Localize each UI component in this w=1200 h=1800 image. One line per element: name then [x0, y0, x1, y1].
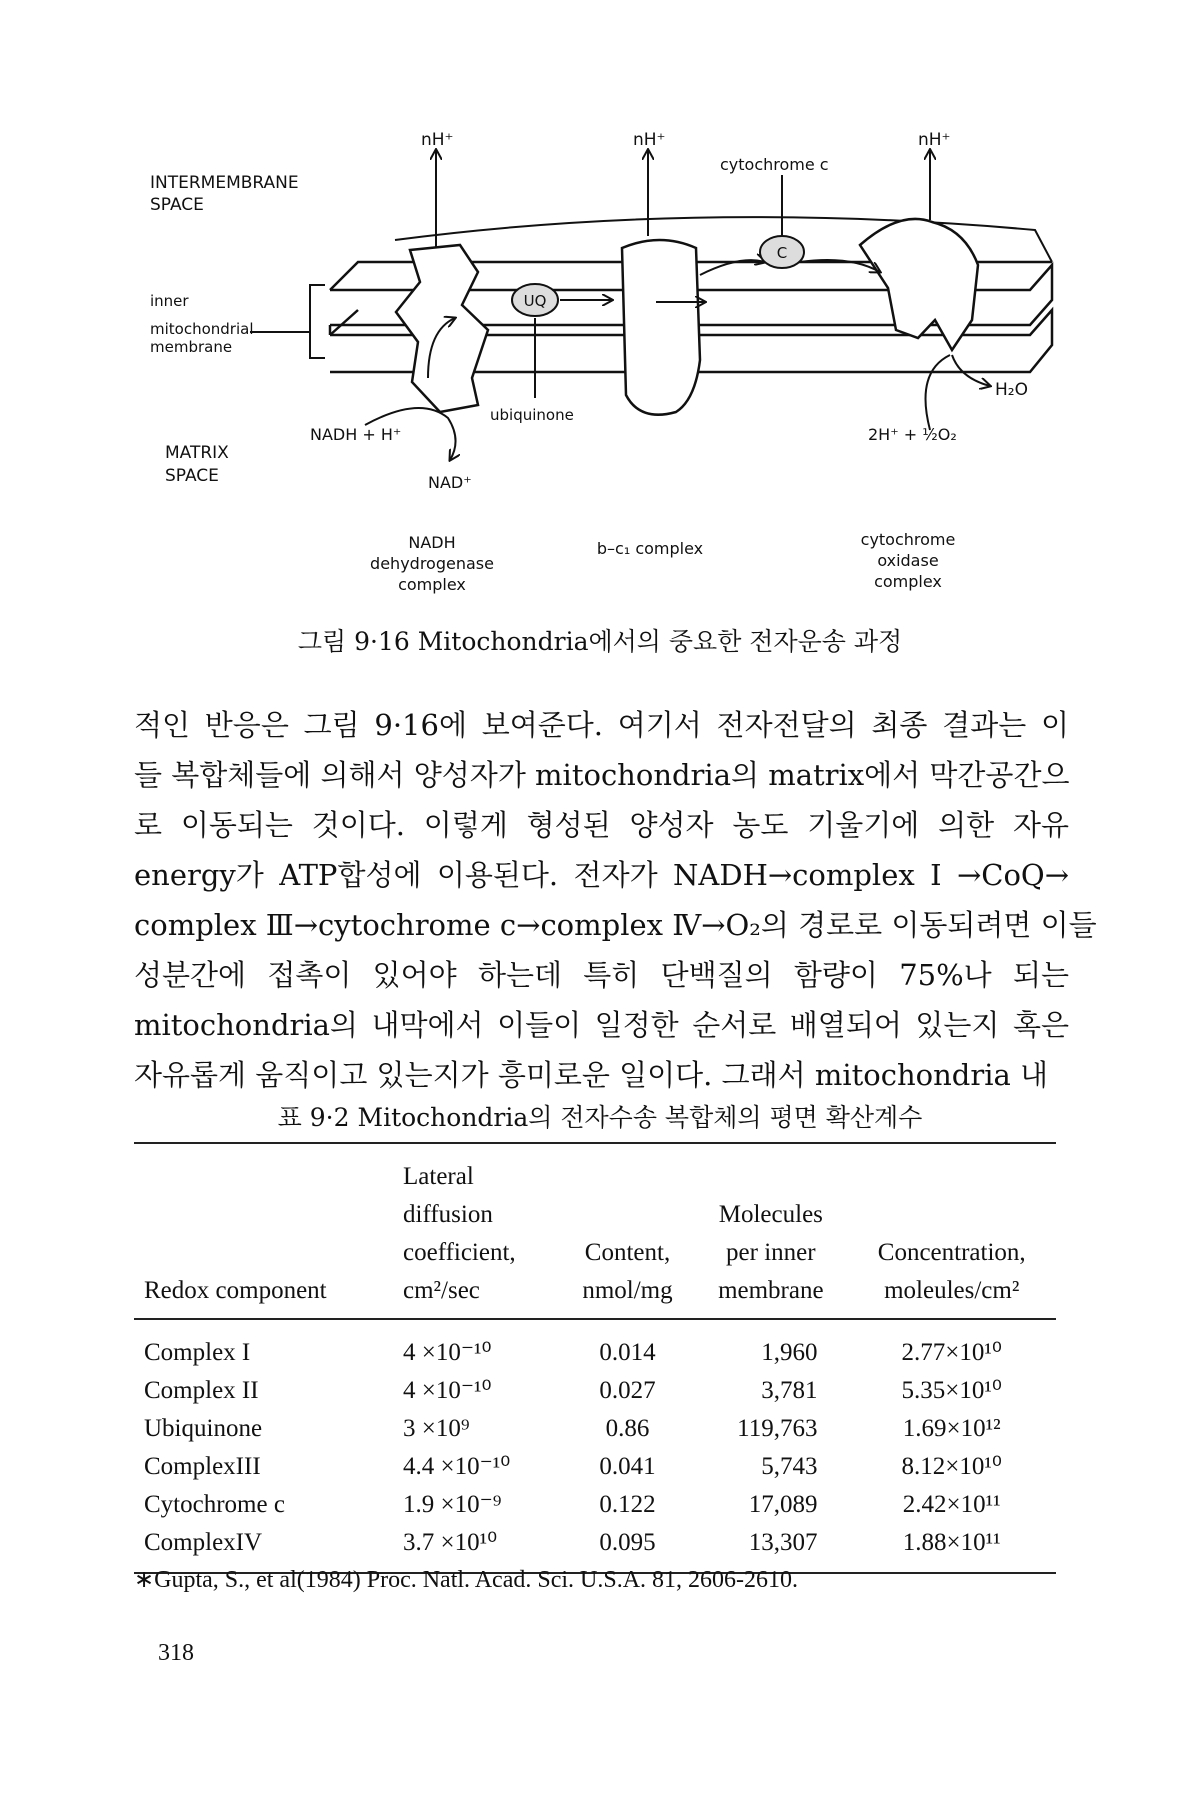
body-line: mitochondria의 내막에서 이들이 일정한 순서로 배열되어 있는지 혹은 [134, 1008, 1069, 1042]
label-cytochrome-c: cytochrome c [720, 155, 829, 174]
cell-component: ComplexIII [144, 1453, 261, 1480]
page-number: 318 [158, 1640, 194, 1666]
complex-name-nadh-3: complex [398, 575, 466, 594]
cell-molecules: 3,781 [761, 1377, 818, 1404]
body-line: 로 이동되는 것이다. 이렇게 형성된 양성자 농도 기울기에 의한 자유 [134, 808, 1069, 842]
cell-concentration: 8.12×10¹⁰ [901, 1453, 1002, 1480]
label-nh-2: nH⁺ [633, 130, 666, 150]
diffusion-table [134, 1142, 1056, 1574]
cell-diffusion: 4 ×10⁻¹⁰ [403, 1377, 492, 1404]
cytochrome-c-symbol: C [776, 244, 788, 262]
cell-diffusion: 3 ×10⁹ [403, 1415, 470, 1442]
cell-content: 0.027 [599, 1377, 656, 1404]
ubiquinone-symbol: UQ [523, 292, 547, 310]
table-caption: 표 9·2 Mitochondria의 전자수송 복합체의 평면 확산계수 [277, 1103, 923, 1132]
label-inner-3: membrane [150, 338, 233, 356]
cell-component: Complex II [144, 1377, 259, 1404]
body-line: 들 복합체들에 의해서 양성자가 mitochondria의 matrix에서 막간공간으 [134, 758, 1070, 792]
complex-name-cox-2: oxidase [877, 551, 939, 570]
label-inner-2: mitochondrial [150, 320, 254, 338]
header-molecules: Molecules per inner membrane [718, 1201, 824, 1304]
header-concentration: Concentration, moleules/cm² [877, 1239, 1026, 1304]
header-redox-component: Redox component [144, 1277, 327, 1304]
cell-content: 0.041 [599, 1453, 656, 1480]
header-content: Content, nmol/mg [582, 1239, 673, 1304]
label-ubiquinone: ubiquinone [490, 406, 574, 424]
cell-molecules: 13,307 [748, 1529, 818, 1556]
label-nadh-h: NADH + H⁺ [310, 425, 402, 444]
cell-diffusion: 1.9 ×10⁻⁹ [403, 1491, 502, 1518]
cell-molecules: 1,960 [761, 1339, 818, 1366]
label-intermembrane-2: SPACE [150, 195, 204, 215]
body-line: energy가 ATP합성에 이용된다. 전자가 NADH→complex I →CoQ→ [134, 858, 1069, 892]
label-2h-o2: 2H⁺ + ½O₂ [868, 425, 957, 444]
cell-diffusion: 4 ×10⁻¹⁰ [403, 1339, 492, 1366]
complex-name-cox-1: cytochrome [860, 530, 956, 549]
cell-concentration: 2.42×10¹¹ [902, 1491, 1001, 1518]
label-nad: NAD⁺ [428, 473, 472, 492]
cell-content: 0.86 [605, 1415, 650, 1442]
complex-name-cox-3: complex [874, 572, 942, 591]
body-line: 적인 반응은 그림 9·16에 보여준다. 여기서 전자전달의 최종 결과는 이 [134, 708, 1069, 742]
body-line: complex Ⅲ→cytochrome c→complex Ⅳ→O₂의 경로로 이동되려면 이들 [134, 908, 1097, 942]
body-line: 자유롭게 움직이고 있는지가 흥미로운 일이다. 그래서 mitochondria 내 [134, 1058, 1049, 1092]
table-row [134, 1372, 1056, 1410]
header-lateral-diffusion: Lateral diffusion coefficient, cm²/sec [403, 1163, 516, 1304]
electron-transport-diagram [0, 0, 1200, 600]
label-nh-3: nH⁺ [918, 130, 951, 150]
table-row [134, 1486, 1056, 1524]
cell-molecules: 119,763 [737, 1415, 818, 1442]
table-footnote: ∗Gupta, S., et al(1984) Proc. Natl. Acad. Sci. U.S.A. 81, 2606-2610. [134, 1567, 799, 1593]
cell-content: 0.122 [599, 1491, 656, 1518]
cell-content: 0.095 [599, 1529, 656, 1556]
body-paragraph [134, 700, 1097, 1100]
figure-caption: 그림 9·16 Mitochondria에서의 중요한 전자운송 과정 [297, 627, 903, 656]
membrane-bracket [310, 285, 325, 358]
complex-name-bc1: b–c₁ complex [596, 539, 704, 558]
cell-concentration: 2.77×10¹⁰ [901, 1339, 1002, 1366]
cell-component: ComplexIV [144, 1529, 263, 1556]
body-line: 성분간에 접촉이 있어야 하는데 특히 단백질의 함량이 75%나 되는 [134, 958, 1069, 992]
cytochrome-oxidase-shape [860, 219, 978, 350]
oxygen-curve [926, 355, 951, 430]
label-nh-1: nH⁺ [421, 130, 454, 150]
table-row [134, 1410, 1056, 1448]
cell-molecules: 5,743 [761, 1453, 818, 1480]
cell-component: Ubiquinone [144, 1415, 263, 1442]
label-matrix-2: SPACE [165, 466, 219, 486]
table-header-row [134, 1143, 1056, 1319]
label-h2o: H₂O [995, 380, 1028, 400]
cell-content: 0.014 [599, 1339, 656, 1366]
cell-diffusion: 4.4 ×10⁻¹⁰ [403, 1453, 511, 1480]
table-row [134, 1448, 1056, 1486]
cell-concentration: 5.35×10¹⁰ [901, 1377, 1002, 1404]
cell-molecules: 17,089 [748, 1491, 818, 1518]
cell-component: Cytochrome c [144, 1491, 285, 1518]
water-arrow [952, 355, 990, 386]
cell-concentration: 1.88×10¹¹ [902, 1529, 1001, 1556]
label-inner-1: inner [150, 292, 189, 310]
complex-name-nadh-2: dehydrogenase [370, 554, 494, 573]
bc1-complex-shape [622, 240, 700, 415]
label-matrix-1: MATRIX [165, 443, 229, 463]
cell-component: Complex I [144, 1339, 251, 1366]
cell-concentration: 1.69×10¹² [902, 1415, 1001, 1442]
complex-name-nadh-1: NADH [408, 533, 456, 552]
cell-diffusion: 3.7 ×10¹⁰ [403, 1529, 498, 1556]
table-row [134, 1319, 1056, 1372]
label-intermembrane-1: INTERMEMBRANE [150, 173, 299, 193]
